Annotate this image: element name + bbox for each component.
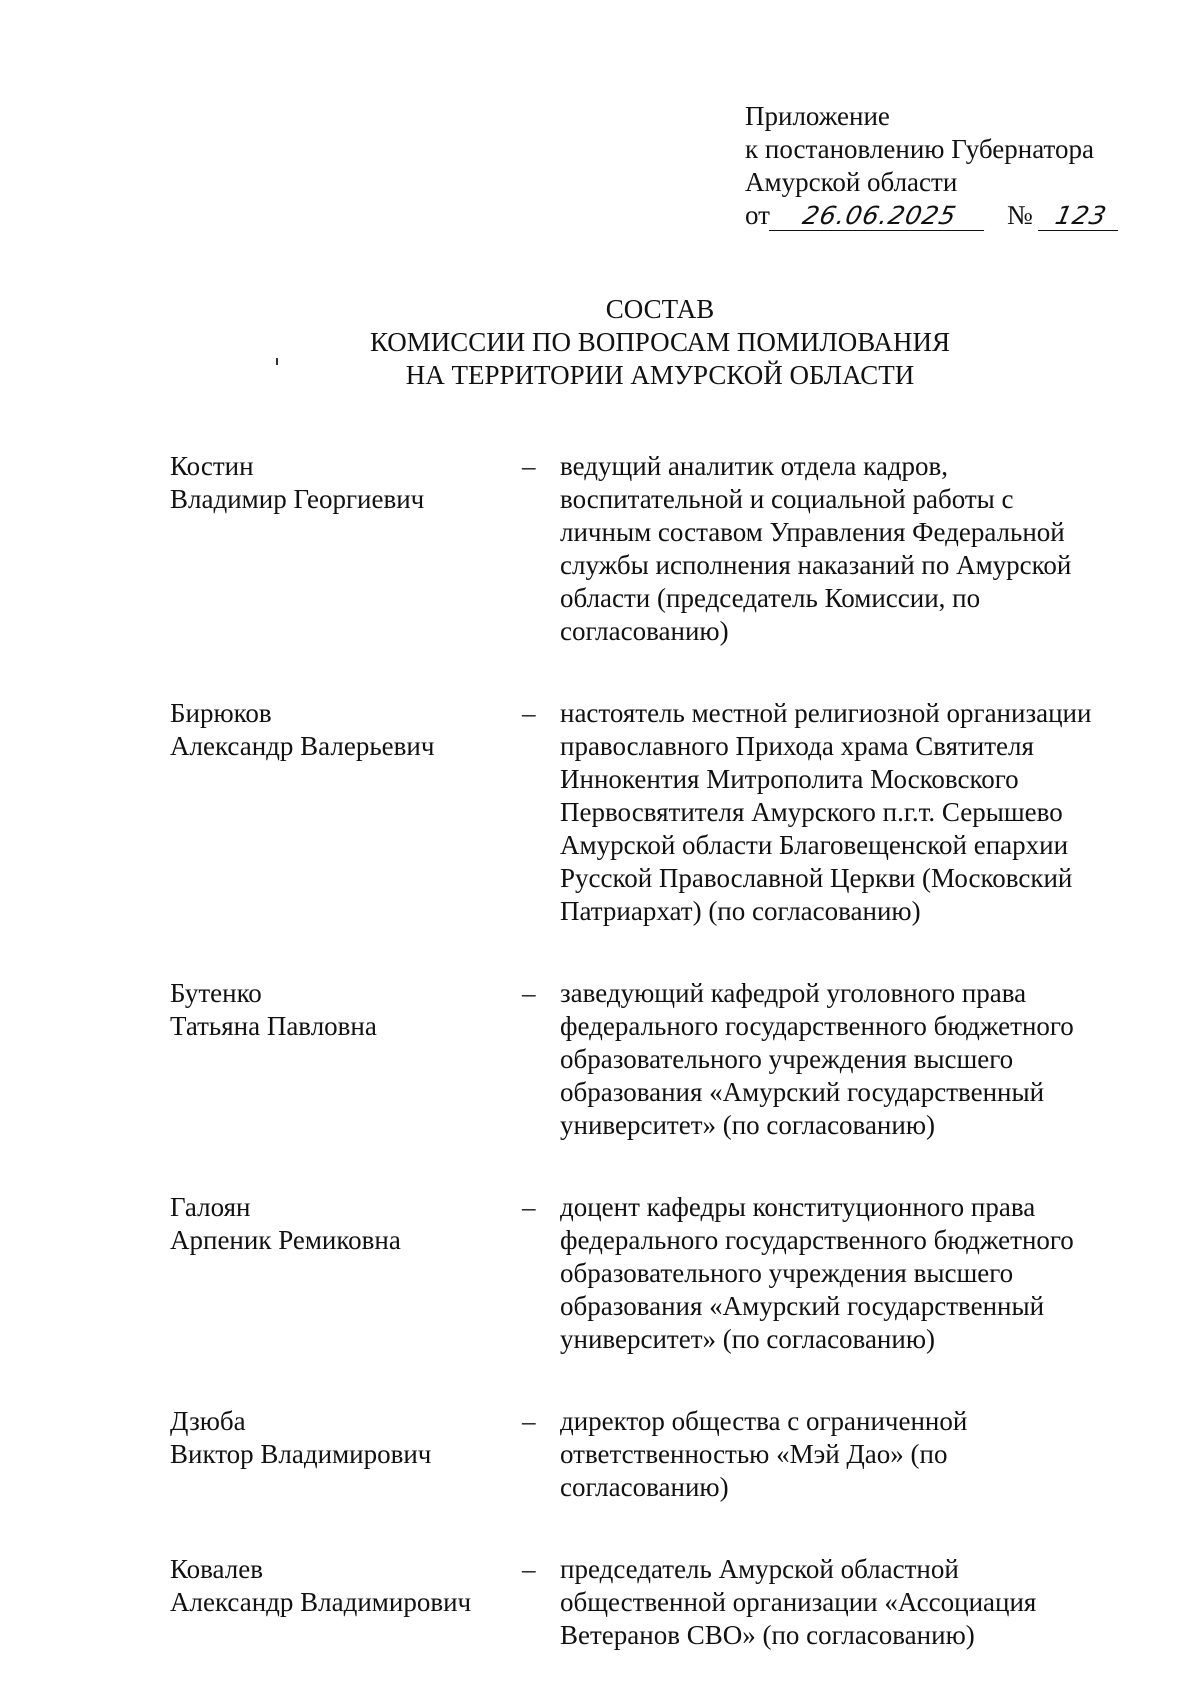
- member-list: [0, 450, 1200, 1652]
- member-dash: –: [522, 978, 536, 1008]
- member-surname: Дзюба: [170, 1406, 246, 1436]
- member-given-names: Татьяна Павловна: [170, 1011, 377, 1041]
- member-name: [170, 977, 510, 1043]
- member-given-names: Виктор Владимирович: [170, 1439, 432, 1469]
- appendix-date-line: [745, 199, 1121, 232]
- member-dash: –: [522, 1554, 536, 1584]
- member-position-line: Амурской области Благовещенской епархии: [560, 830, 1069, 860]
- member-position-line: Ветеранов СВО» (по согласованию): [560, 1620, 975, 1650]
- member-surname: Костин: [170, 451, 254, 481]
- scan-speck: [276, 358, 278, 365]
- member-position-line: заведующий кафедрой уголовного права: [560, 978, 1027, 1008]
- member-position-line: образования «Амурский государственный: [560, 1291, 1045, 1321]
- member-name: [170, 1191, 510, 1257]
- member-position-line: директор общества с ограниченной: [560, 1406, 968, 1436]
- member-position-line: ведущий аналитик отдела кадров,: [560, 451, 949, 481]
- member-surname: Ковалев: [170, 1554, 263, 1584]
- member-position-line: согласованию): [560, 616, 729, 646]
- member-position-line: области (председатель Комиссии, по: [560, 583, 981, 613]
- member-position-line: университет» (по согласованию): [560, 1110, 935, 1140]
- member-position-line: председатель Амурской областной: [560, 1554, 959, 1584]
- member-row: [0, 697, 1200, 928]
- member-position-line: православного Прихода храма Святителя: [560, 731, 1034, 761]
- member-position-line: воспитательной и социальной работы с: [560, 484, 1014, 514]
- member-dash: –: [522, 698, 536, 728]
- member-name: [170, 1405, 510, 1471]
- member-row: [0, 450, 1200, 648]
- handwritten-number: 123: [1038, 202, 1124, 231]
- member-dash: –: [522, 451, 536, 481]
- member-position: [560, 977, 1160, 1142]
- member-given-names: Арпеник Ремиковна: [170, 1225, 401, 1255]
- date-prefix: от: [745, 200, 770, 230]
- member-name: [170, 697, 510, 763]
- member-position-line: ответственностью «Мэй Дао» (по: [560, 1439, 948, 1469]
- member-dash: –: [522, 1192, 536, 1222]
- appendix-block: [745, 100, 1121, 232]
- member-surname: Бутенко: [170, 978, 262, 1008]
- member-given-names: Александр Валерьевич: [170, 731, 435, 761]
- member-position-line: согласованию): [560, 1472, 729, 1502]
- member-name: [170, 1553, 510, 1619]
- member-position: [560, 450, 1160, 648]
- member-position: [560, 1191, 1160, 1356]
- member-position-line: образовательного учреждения высшего: [560, 1044, 1014, 1074]
- member-position-line: образования «Амурский государственный: [560, 1077, 1045, 1107]
- title-line-2: КОМИССИИ ПО ВОПРОСАМ ПОМИЛОВАНИЯ: [369, 327, 951, 357]
- appendix-title: Приложение: [745, 101, 890, 131]
- member-position: [560, 1553, 1160, 1652]
- member-given-names: Владимир Георгиевич: [170, 484, 425, 514]
- member-row: [0, 977, 1200, 1142]
- member-row: [0, 1191, 1200, 1356]
- member-position-line: образовательного учреждения высшего: [560, 1258, 1014, 1288]
- member-row: [0, 1405, 1200, 1504]
- appendix-resolution: к постановлению Губернатора: [745, 134, 1094, 164]
- document-title: [300, 293, 1020, 392]
- member-position: [560, 1405, 1160, 1504]
- member-dash: –: [522, 1406, 536, 1436]
- handwritten-date: 26.06.2025: [769, 202, 990, 231]
- member-position-line: личным составом Управления Федеральной: [560, 517, 1065, 547]
- member-position-line: Русской Православной Церкви (Московский: [560, 863, 1073, 893]
- member-surname: Бирюков: [170, 698, 272, 728]
- member-position-line: общественной организации «Ассоциация: [560, 1587, 1037, 1617]
- member-position-line: федерального государственного бюджетного: [560, 1225, 1074, 1255]
- member-position-line: службы исполнения наказаний по Амурской: [560, 550, 1072, 580]
- member-position-line: университет» (по согласованию): [560, 1324, 935, 1354]
- member-row: [0, 1553, 1200, 1652]
- member-surname: Галоян: [170, 1192, 251, 1222]
- member-position-line: федерального государственного бюджетного: [560, 1011, 1074, 1041]
- member-position-line: Патриархат) (по согласованию): [560, 896, 921, 926]
- member-name: [170, 450, 510, 516]
- number-label: №: [1006, 200, 1033, 230]
- member-position: [560, 697, 1160, 928]
- member-position-line: Иннокентия Митрополита Московского: [560, 764, 1019, 794]
- member-position-line: настоятель местной религиозной организации: [560, 698, 1092, 728]
- member-position-line: доцент кафедры конституционного права: [560, 1192, 1036, 1222]
- appendix-region: Амурской области: [745, 167, 958, 197]
- title-line-3: НА ТЕРРИТОРИИ АМУРСКОЙ ОБЛАСТИ: [405, 360, 915, 390]
- member-given-names: Александр Владимирович: [170, 1587, 472, 1617]
- member-position-line: Первосвятителя Амурского п.г.т. Серышево: [560, 797, 1063, 827]
- title-line-1: СОСТАВ: [605, 294, 715, 324]
